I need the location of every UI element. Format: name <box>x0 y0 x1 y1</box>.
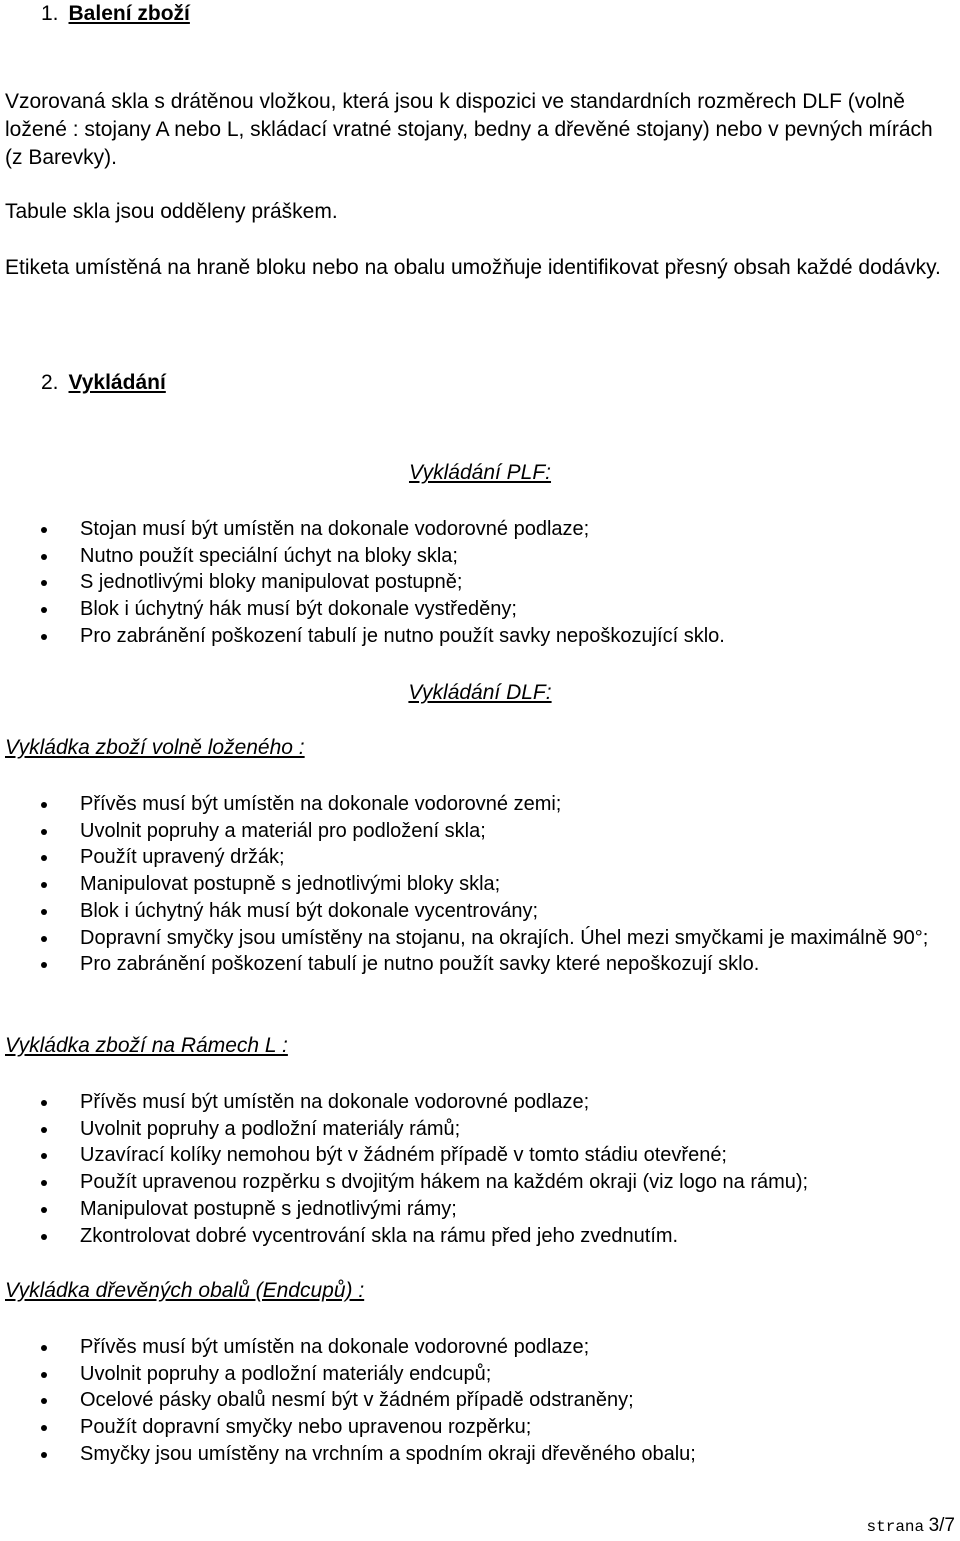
page-label: strana <box>866 1518 925 1536</box>
list-item <box>0 1414 930 1441</box>
bullet-icon <box>41 1372 47 1378</box>
list-item-text: Blok i úchytný hák musí být dokonale vycentrovány; <box>80 899 539 922</box>
list-item <box>0 898 930 925</box>
bullet-icon <box>41 1207 47 1213</box>
list-item-text: Zkontrolovat dobré vycentrování skla na rámu před jeho zvednutím. <box>80 1224 679 1247</box>
bullet-icon <box>41 634 47 640</box>
list-item-text: Použít dopravní smyčky nebo upravenou rozpěrku; <box>80 1416 532 1439</box>
volne-heading: Vykládka zboží volně loženého : <box>5 736 305 759</box>
list-item <box>0 1387 930 1414</box>
list-item <box>0 818 930 845</box>
list-item <box>0 1116 930 1143</box>
bullet-icon <box>41 909 47 915</box>
list-item <box>0 1334 930 1361</box>
section-2-title: Vykládání <box>68 371 166 394</box>
list-item-text: Dopravní smyčky jsou umístěny na stojanu, na okrajích. Úhel mezi smyčkami je maximálně 90°; <box>80 926 929 949</box>
dlf-heading: Vykládání DLF: <box>408 681 552 704</box>
section-1-title: Balení zboží <box>68 2 190 25</box>
bullet-icon <box>41 855 47 861</box>
list-item <box>0 623 930 650</box>
list-item-text: Použít upravenou rozpěrku s dvojitým hákem na každém okraji (viz logo na rámu); <box>80 1171 809 1194</box>
bullet-icon <box>41 802 47 808</box>
list-item-text: Nutno použít speciální úchyt na bloky skla; <box>80 544 458 567</box>
list-item <box>0 1142 930 1169</box>
list-item-text: Pro zabránění poškození tabulí je nutno použít savky nepoškozující sklo. <box>80 624 725 647</box>
page-footer <box>867 1515 955 1537</box>
bullet-icon <box>41 936 47 942</box>
paragraph-powder: Tabule skla jsou odděleny práškem. <box>5 200 338 223</box>
list-item-text: Uzavírací kolíky nemohou být v žádném případě v tomto stádiu otevřené; <box>80 1144 727 1167</box>
bullet-icon <box>41 1153 47 1159</box>
bullet-icon <box>41 1180 47 1186</box>
list-item <box>0 844 930 871</box>
bullet-icon <box>41 554 47 560</box>
section-1-number: 1. <box>41 2 59 25</box>
volne-list <box>0 791 930 978</box>
list-item-text: Smyčky jsou umístěny na vrchním a spodním okraji dřevěného obalu; <box>80 1442 696 1465</box>
bullet-icon <box>41 580 47 586</box>
list-item-text: Blok i úchytný hák musí být dokonale vystředěny; <box>80 598 517 621</box>
list-item <box>0 1089 930 1116</box>
list-item-text: Pro zabránění poškození tabulí je nutno použít savky které nepoškozují sklo. <box>80 953 760 976</box>
list-item <box>0 871 930 898</box>
list-item <box>0 1223 930 1250</box>
list-item-text: Manipulovat postupně s jednotlivými rámy; <box>80 1197 457 1220</box>
ramy-heading: Vykládka zboží na Rámech L : <box>5 1034 288 1057</box>
list-item-text: Použít upravený držák; <box>80 846 285 869</box>
list-item-text: Přívěs musí být umístěn na dokonale vodorovné podlaze; <box>80 1336 590 1358</box>
list-item <box>0 1196 930 1223</box>
list-item-text: Přívěs musí být umístěn na dokonale vodorovné podlaze; <box>80 1091 590 1113</box>
list-item <box>0 569 930 596</box>
bullet-icon <box>41 1127 47 1133</box>
list-item <box>0 791 930 818</box>
bullet-icon <box>41 607 47 613</box>
section-1-heading <box>41 2 190 26</box>
endcup-list <box>0 1334 930 1468</box>
bullet-icon <box>41 1452 47 1458</box>
plf-list <box>0 516 930 650</box>
list-item-text: Uvolnit popruhy a podložní materiály endcupů; <box>80 1362 492 1385</box>
list-item-text: Přívěs musí být umístěn na dokonale vodorovné zemi; <box>80 793 562 815</box>
list-item <box>0 1441 930 1468</box>
bullet-icon <box>41 882 47 888</box>
list-item <box>0 1169 930 1196</box>
list-item-text: S jednotlivými bloky manipulovat postupně; <box>80 571 463 594</box>
list-item <box>0 1361 930 1388</box>
list-item-text: Uvolnit popruhy a materiál pro podložení skla; <box>80 819 486 842</box>
list-item-text: Manipulovat postupně s jednotlivými bloky skla; <box>80 873 501 896</box>
bullet-icon <box>41 1234 47 1240</box>
bullet-icon <box>41 829 47 835</box>
page-number: 3/7 <box>928 1515 955 1536</box>
section-2-heading <box>41 371 166 395</box>
list-item <box>0 543 930 570</box>
list-item <box>0 925 930 952</box>
list-item-text: Uvolnit popruhy a podložní materiály rámů; <box>80 1117 461 1140</box>
bullet-icon <box>41 1100 47 1106</box>
endcup-heading: Vykládka dřevěných obalů (Endcupů) : <box>5 1279 365 1302</box>
list-item-text: Stojan musí být umístěn na dokonale vodorovné podlaze; <box>80 518 590 540</box>
bullet-icon <box>41 527 47 533</box>
bullet-icon <box>41 1425 47 1431</box>
list-item <box>0 951 930 978</box>
bullet-icon <box>41 1345 47 1351</box>
paragraph-label: Etiketa umístěná na hraně bloku nebo na obalu umožňuje identifikovat přesný obsah každé dodávky. <box>5 256 941 279</box>
section-2-number: 2. <box>41 371 59 394</box>
ramy-list <box>0 1089 930 1249</box>
bullet-icon <box>41 1398 47 1404</box>
bullet-icon <box>41 962 47 968</box>
list-item-text: Ocelové pásky obalů nesmí být v žádném případě odstraněny; <box>80 1389 634 1412</box>
plf-heading: Vykládání PLF: <box>408 461 552 484</box>
paragraph-intro: Vzorovaná skla s drátěnou vložkou, která jsou k dispozici ve standardních rozměrech DLF (volně ložené : stojany A nebo L, skládací vratné stojany, bedny a dřevěné stojany) nebo v pevných mírách (z Barevky). <box>5 90 933 169</box>
list-item <box>0 516 930 543</box>
list-item <box>0 596 930 623</box>
